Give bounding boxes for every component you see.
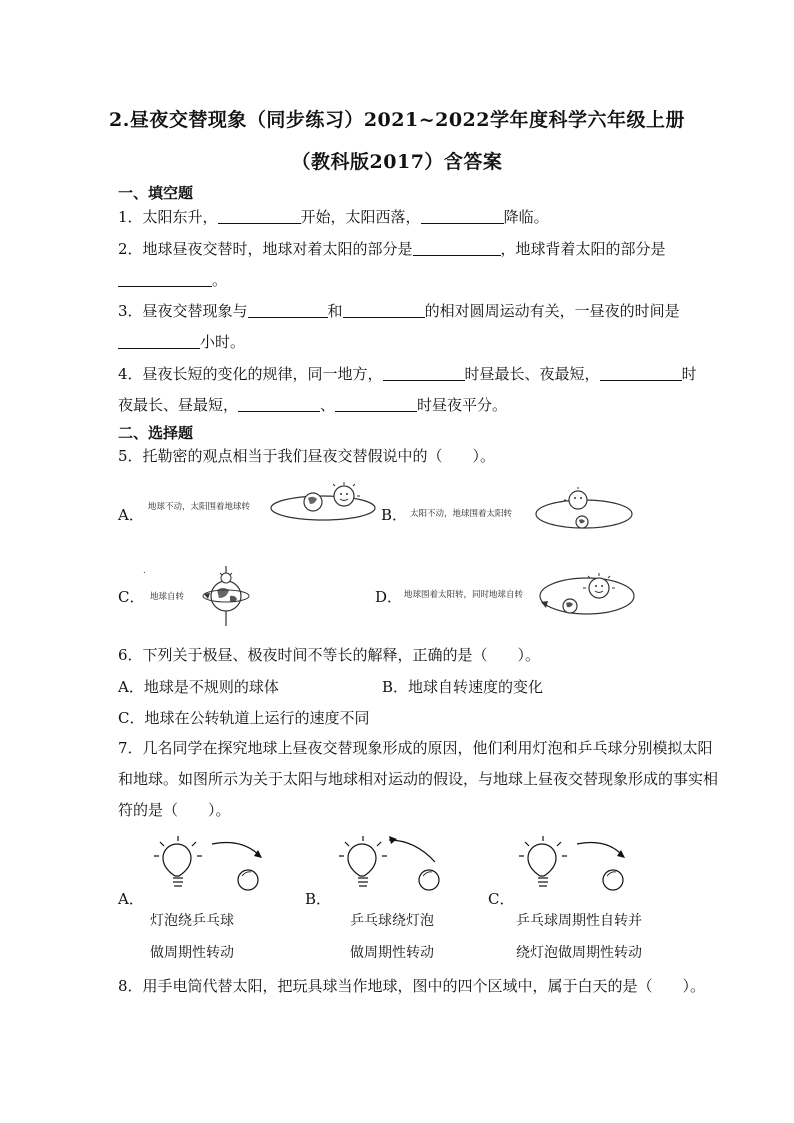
question-2: 2．地球昼夜交替时，地球对着太阳的部分是 ，地球背着太阳的部分是 [118, 240, 666, 258]
answer-blank[interactable] [335, 395, 417, 412]
q6-option-c[interactable]: C．地球在公转轨道上运行的速度不同 [118, 709, 370, 727]
q5-option-a-letter[interactable]: A． [118, 506, 144, 524]
answer-blank[interactable] [343, 301, 425, 318]
answer-blank[interactable] [118, 270, 212, 287]
section-heading-fill-blank: 一、填空题 [118, 184, 194, 202]
page-title-line-1: 2.昼夜交替现象（同步练习）2021~2022学年度科学六年级上册 [108, 109, 686, 131]
question-1: 1．太阳东升， 开始，太阳西落， 降临。 [118, 208, 549, 226]
q5-option-c-caption: 地球自转 [150, 592, 185, 602]
question-4: 4．昼夜长短的变化的规律，同一地方， 时昼最长、夜最短， 时 [118, 365, 697, 383]
section-heading-choice: 二、选择题 [118, 424, 194, 442]
q7-option-b-caption-1: 乒乓球绕灯泡 [350, 913, 434, 929]
q5-option-b-caption: 太阳不动，地球围着太阳转 [410, 509, 513, 519]
answer-blank[interactable] [248, 301, 328, 318]
question-7-line-2: 和地球。如图所示为关于太阳与地球相对运动的假设，与地球上昼夜交替现象形成的事实相 [118, 770, 719, 788]
q7-option-c-letter[interactable]: C． [488, 890, 515, 908]
q6-option-b[interactable]: B．地球自转速度的变化 [382, 678, 544, 696]
question-7-line-1: 7．几名同学在探究地球上昼夜交替现象形成的原因，他们利用灯泡和乒乓球分别模拟太阳 [118, 739, 713, 757]
question-3: 3．昼夜交替现象与 和 的相对圆周运动有关，一昼夜的时间是 [118, 302, 680, 320]
earth-orbits-sun-illustration [532, 484, 636, 536]
q7-option-a-caption-2: 做周期性转动 [150, 945, 234, 961]
dot-mark: . [143, 566, 146, 576]
q7-option-b-caption-2: 做周期性转动 [350, 945, 434, 961]
bulb-ball-illustration-b [335, 836, 455, 896]
q5-option-a-caption: 地球不动，太阳围着地球转 [148, 502, 251, 512]
question-6-stem: 6．下列关于极昼、极夜时间不等长的解释，正确的是（ ）。 [118, 646, 541, 664]
question-4-cont: 夜最长、昼最短， 、 时昼夜平分。 [118, 396, 508, 414]
q5-option-b-letter[interactable]: B． [381, 506, 408, 524]
answer-blank[interactable] [600, 364, 682, 381]
answer-blank[interactable] [118, 332, 200, 349]
answer-blank[interactable] [218, 207, 301, 224]
bulb-ball-illustration-a [150, 836, 270, 896]
earth-rotation-illustration [200, 566, 252, 626]
q5-option-c-letter[interactable]: C． [118, 588, 145, 606]
question-5-stem: 5．托勒密的观点相当于我们昼夜交替假说中的（ ）。 [118, 447, 496, 465]
q5-option-d-caption: 地球围着太阳转，同时地球自转 [404, 590, 524, 600]
q5-option-d-letter[interactable]: D． [375, 588, 403, 606]
answer-blank[interactable] [413, 239, 501, 256]
earth-orbits-and-rotates-illustration [537, 568, 637, 624]
q7-option-c-caption-1: 乒乓球周期性自转并 [516, 913, 642, 929]
page-title-line-2: （教科版2017）含答案 [291, 151, 503, 173]
question-8-stem: 8．用手电筒代替太阳，把玩具球当作地球，图中的四个区域中，属于白天的是（ ）。 [118, 977, 706, 995]
answer-blank[interactable] [383, 364, 465, 381]
bulb-ball-illustration-c [515, 836, 635, 896]
q7-option-b-letter[interactable]: B． [305, 890, 332, 908]
answer-blank[interactable] [421, 207, 504, 224]
q7-option-c-caption-2: 绕灯泡做周期性转动 [516, 945, 642, 961]
q7-option-a-letter[interactable]: A． [118, 890, 144, 908]
q6-option-a[interactable]: A．地球是不规则的球体 [118, 678, 279, 696]
question-2-cont: 。 [118, 270, 227, 290]
sun-orbits-earth-illustration [268, 482, 378, 526]
q7-option-a-caption-1: 灯泡绕乒乓球 [150, 913, 234, 929]
answer-blank[interactable] [238, 395, 320, 412]
question-3-cont: 小时。 [118, 332, 245, 352]
question-7-line-3: 符的是（ ）。 [118, 801, 231, 819]
